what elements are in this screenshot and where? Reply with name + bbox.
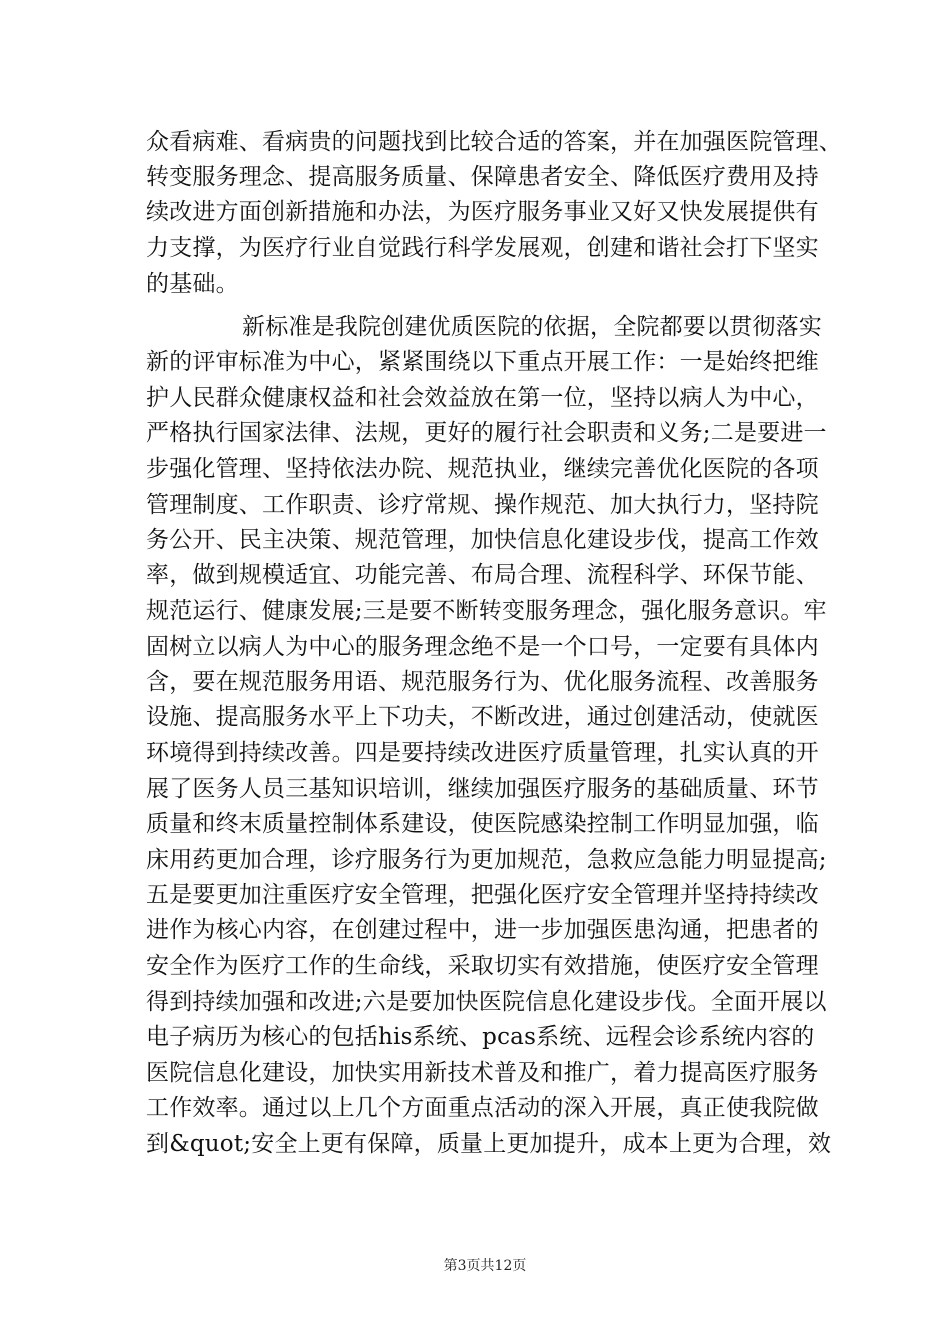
- body-text-line: 续改进方面创新措施和办法，为医疗服务事业又好又快发展提供有: [146, 199, 819, 225]
- body-text-line: 规范运行、健康发展;三是要不断转变服务理念，强化服务意识。牢: [146, 598, 827, 624]
- body-text-line: 务公开、民主决策、规范管理，加快信息化建设步伐，提高工作效: [146, 527, 819, 553]
- body-text-line: 新的评审标准为中心，紧紧围绕以下重点开展工作：一是始终把维: [146, 349, 819, 375]
- body-text-line: 固树立以病人为中心的服务理念绝不是一个口号，一定要有具体内: [146, 634, 819, 660]
- body-text-line: 工作效率。通过以上几个方面重点活动的深入开展，真正使我院做: [146, 1095, 819, 1121]
- body-text-line: 含，要在规范服务用语、规范服务行为、优化服务流程、改善服务: [146, 669, 819, 695]
- body-text-line: 管理制度、工作职责、诊疗常规、操作规范、加大执行力，坚持院: [146, 492, 819, 518]
- body-text-line: 质量和终末质量控制体系建设，使医院感染控制工作明显加强，临: [146, 811, 819, 837]
- body-text-line: 率，做到规模适宜、功能完善、布局合理、流程科学、环保节能、: [146, 562, 819, 588]
- body-text-line: 的基础。: [146, 271, 239, 297]
- paragraph-first-line: 新标准是我院创建优质医院的依据，全院都要以贯彻落实: [242, 314, 822, 340]
- body-text-line: 护人民群众健康权益和社会效益放在第一位，坚持以病人为中心，: [146, 385, 819, 411]
- body-text-line: 到&quot;安全上更有保障，质量上更加提升，成本上更为合理，效: [146, 1131, 832, 1157]
- body-text-line: 严格执行国家法律、法规，更好的履行社会职责和义务;二是要进一: [146, 420, 827, 446]
- body-text-line: 步强化管理、坚持依法办院、规范执业，继续完善优化医院的各项: [146, 456, 819, 482]
- body-text-line: 设施、提高服务水平上下功夫，不断改进，通过创建活动，使就医: [146, 704, 819, 730]
- body-text-line: 电子病历为核心的包括his系统、pcas系统、远程会诊系统内容的: [146, 1024, 815, 1050]
- body-text-line: 五是要更加注重医疗安全管理，把强化医疗安全管理并坚持持续改: [146, 882, 819, 908]
- body-text-line: 床用药更加合理，诊疗服务行为更加规范，急救应急能力明显提高;: [146, 847, 827, 873]
- body-text-line: 安全作为医疗工作的生命线，采取切实有效措施，使医疗安全管理: [146, 953, 819, 979]
- body-text-line: 医院信息化建设，加快实用新技术普及和推广，着力提高医疗服务: [146, 1060, 819, 1086]
- body-text-line: 转变服务理念、提高服务质量、保障患者安全、降低医疗费用及持: [146, 164, 819, 190]
- body-text-line: 环境得到持续改善。四是要持续改进医疗质量管理，扎实认真的开: [146, 740, 819, 766]
- body-text-line: 力支撑，为医疗行业自觉践行科学发展观，创建和谐社会打下坚实: [146, 235, 819, 261]
- body-text-line: 得到持续加强和改进;六是要加快医院信息化建设步伐。全面开展以: [146, 989, 827, 1015]
- body-text-line: 众看病难、看病贵的问题找到比较合适的答案，并在加强医院管理、: [146, 129, 842, 155]
- body-text-line: 进作为核心内容，在创建过程中，进一步加强医患沟通，把患者的: [146, 917, 819, 943]
- body-text-line: 展了医务人员三基知识培训，继续加强医疗服务的基础质量、环节: [146, 776, 819, 802]
- page-number-footer: 第3页共12页: [443, 1258, 527, 1274]
